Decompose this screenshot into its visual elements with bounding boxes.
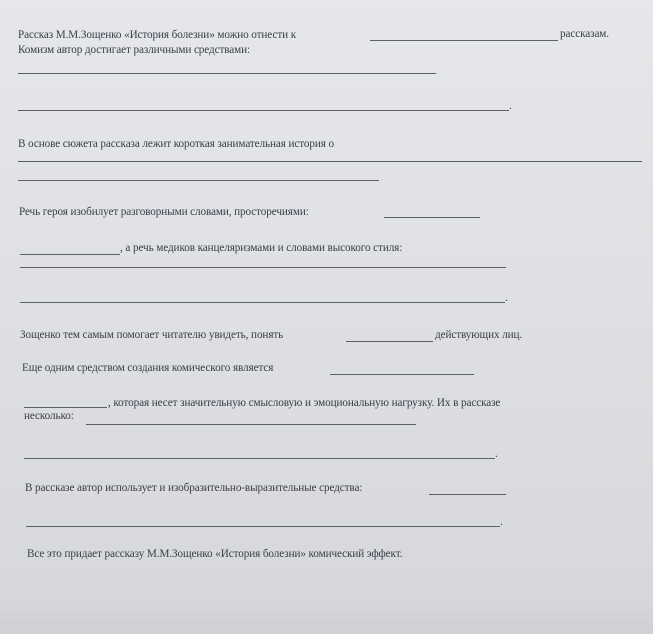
sentence-conclusion: Все это придает рассказу М.М.Зощенко «История болезни» комический эффект. (27, 548, 403, 560)
sentence-comic-means: Комизм автор достигает различными средствами: (18, 44, 251, 56)
sentence-story-category: Рассказ М.М.Зощенко «История болезни» можно отнести к (18, 29, 297, 41)
sentence-story-category-end: рассказам. (560, 28, 609, 40)
period-mark: . (509, 100, 512, 112)
blank-story-category[interactable] (370, 40, 558, 41)
blank-hero-speech-1[interactable] (384, 217, 480, 218)
blank-comic-means-1[interactable] (18, 73, 436, 74)
sentence-reader-insight-end: действующих лиц. (435, 329, 523, 341)
blank-medics-speech-1[interactable] (20, 267, 506, 268)
sentence-hero-speech: Речь героя изобилует разговорными словами, просторечиями: (19, 206, 309, 218)
blank-medics-speech-2[interactable] (20, 302, 505, 303)
blank-reader-insight[interactable] (346, 341, 433, 342)
sentence-another-means: Еще одним средством создания комического является (22, 362, 274, 374)
blank-expressive-means-1[interactable] (429, 494, 506, 495)
blank-comic-means-2[interactable] (18, 110, 509, 111)
blank-several-2[interactable] (24, 458, 495, 459)
blank-plot-basis-1[interactable] (18, 161, 642, 162)
sentence-several: несколько: (24, 410, 74, 422)
sentence-reader-insight: Зощенко тем самым помогает читателю увидеть, понять (20, 329, 284, 341)
sentence-medics-speech: , а речь медиков канцеляризмами и словами высокого стиля: (120, 242, 403, 254)
sentence-detail-load: , которая несет значительную смысловую и эмоциональную нагрузку. Их в рассказе (108, 397, 501, 409)
blank-detail-name[interactable] (24, 407, 107, 408)
blank-plot-basis-2[interactable] (18, 180, 379, 181)
period-mark: . (505, 292, 508, 304)
period-mark: . (500, 516, 503, 528)
sentence-expressive-means: В рассказе автор использует и изобразительно-выразительные средства: (25, 482, 363, 494)
blank-several-1[interactable] (86, 424, 416, 425)
period-mark: . (495, 448, 498, 460)
sentence-plot-basis: В основе сюжета рассказа лежит короткая занимательная история о (18, 138, 335, 150)
blank-hero-speech-2[interactable] (20, 254, 120, 255)
blank-expressive-means-2[interactable] (26, 526, 500, 527)
page-edge-shadow (0, 600, 653, 634)
blank-another-means[interactable] (330, 374, 474, 375)
